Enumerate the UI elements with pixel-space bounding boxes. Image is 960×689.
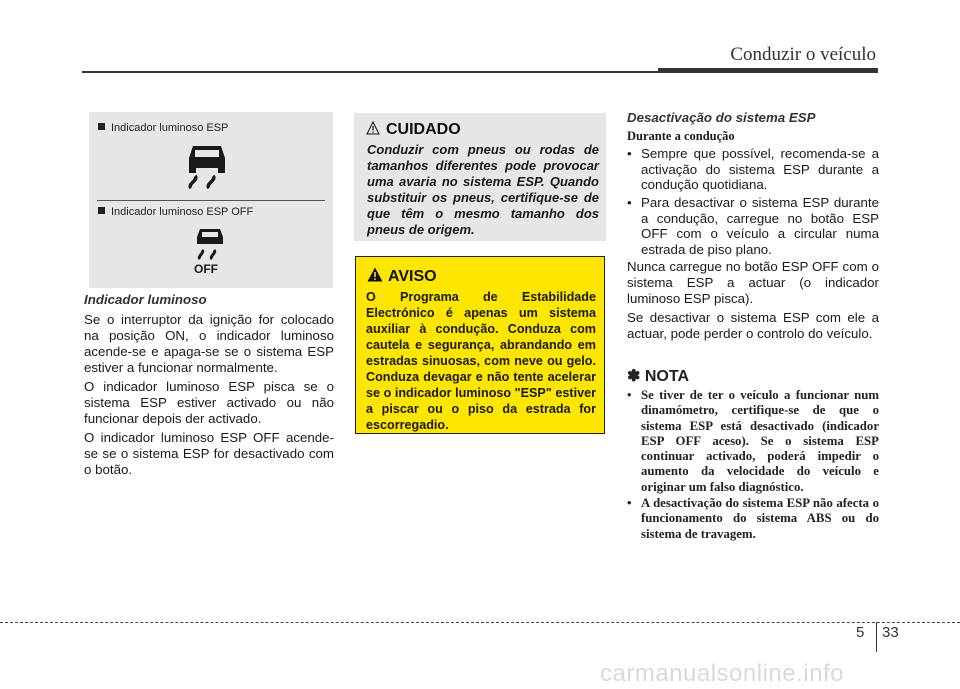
warning-heading: AVISO bbox=[367, 267, 437, 286]
caution-triangle-icon bbox=[366, 121, 380, 135]
esp-indicator-caption: Indicador luminoso ESP bbox=[98, 122, 228, 134]
note-item: • Se tiver de ter o veículo a funcionar num dinamómetro, certifique-se de que o sistema ESP está desactivado (indicador ESP OFF aceso). Se o sistema ESP continuar activado, poderá impedir o aumento da velocidade do veículo e originar um falso diagnóstico. bbox=[627, 388, 879, 495]
section-subheading: Indicador luminoso bbox=[84, 292, 207, 307]
esp-deactivation-section bbox=[627, 110, 879, 345]
paragraph: O indicador luminoso ESP pisca se o sistema ESP estiver activado ou não funcionar depois der activado. bbox=[84, 379, 334, 426]
paragraph: O indicador luminoso ESP OFF acende-se se o sistema ESP for desactivado com o botão. bbox=[84, 430, 334, 477]
bullet-list bbox=[627, 146, 879, 257]
warning-box bbox=[355, 256, 605, 434]
square-bullet-icon bbox=[98, 207, 105, 214]
indicator-figure bbox=[89, 112, 333, 288]
minor-heading: Durante a condução bbox=[627, 128, 735, 143]
list-item: • Sempre que possível, recomenda-se a activação do sistema ESP durante a condução quotidiana. bbox=[627, 146, 879, 193]
esp-off-skid-icon bbox=[193, 226, 227, 262]
section-subheading: Desactivação do sistema ESP bbox=[627, 110, 816, 125]
esp-skid-icon bbox=[183, 142, 231, 192]
warning-text: O Programa de Estabilidade Electrónico é apenas um sistema auxiliar à condução. Conduza com cautela e segurança, abrandando em estradas sinuosas, com neve ou gelo. Conduza devagar e não tente acelerar se o indicador luminoso "ESP" estiver a piscar ou o piso da estrada for escorregadio. bbox=[366, 290, 596, 432]
footer-divider bbox=[876, 622, 877, 652]
paragraph: Nunca carregue no botão ESP OFF com o sistema ESP a actuar (o indicador luminoso ESP pisca). bbox=[627, 259, 879, 306]
page-header-title: Conduzir o veículo bbox=[730, 44, 876, 65]
caution-box bbox=[354, 113, 606, 241]
figure-divider bbox=[97, 200, 325, 201]
esp-off-text: OFF bbox=[194, 262, 218, 276]
note-heading: ✽ NOTA bbox=[627, 368, 689, 385]
caution-heading: CUIDADO bbox=[366, 121, 461, 139]
footer-rule bbox=[0, 622, 960, 623]
page-number: 33 bbox=[882, 624, 899, 641]
indicator-section bbox=[84, 292, 334, 481]
square-bullet-icon bbox=[98, 123, 105, 130]
note-item: • A desactivação do sistema ESP não afecta o funcionamento do sistema ABS ou do sistema de travagem. bbox=[627, 496, 879, 542]
watermark: carmanualsonline.info bbox=[600, 660, 844, 687]
paragraph: Se o interruptor da ignição for colocado na posição ON, o indicador luminoso acende-se e apaga-se se o sistema ESP estiver a funcionar normalmente. bbox=[84, 312, 334, 375]
list-item: • Para desactivar o sistema ESP durante a condução, carregue no botão ESP OFF com o veículo a circular numa estrada de piso plano. bbox=[627, 195, 879, 257]
note-list bbox=[627, 388, 879, 543]
paragraph: Se desactivar o sistema ESP com ele a actuar, pode perder o controlo do veículo. bbox=[627, 310, 879, 341]
caution-text: Conduzir com pneus ou rodas de tamanhos diferentes pode provocar uma avaria no sistema ESP. Quando substituir os pneus, certifique-se de que têm o mesmo tamanho dos pneus de origem. bbox=[367, 142, 599, 237]
header-rule-accent bbox=[658, 68, 878, 73]
chapter-number: 5 bbox=[856, 624, 865, 641]
warning-triangle-icon bbox=[367, 267, 383, 282]
esp-off-indicator-caption: Indicador luminoso ESP OFF bbox=[98, 206, 253, 218]
